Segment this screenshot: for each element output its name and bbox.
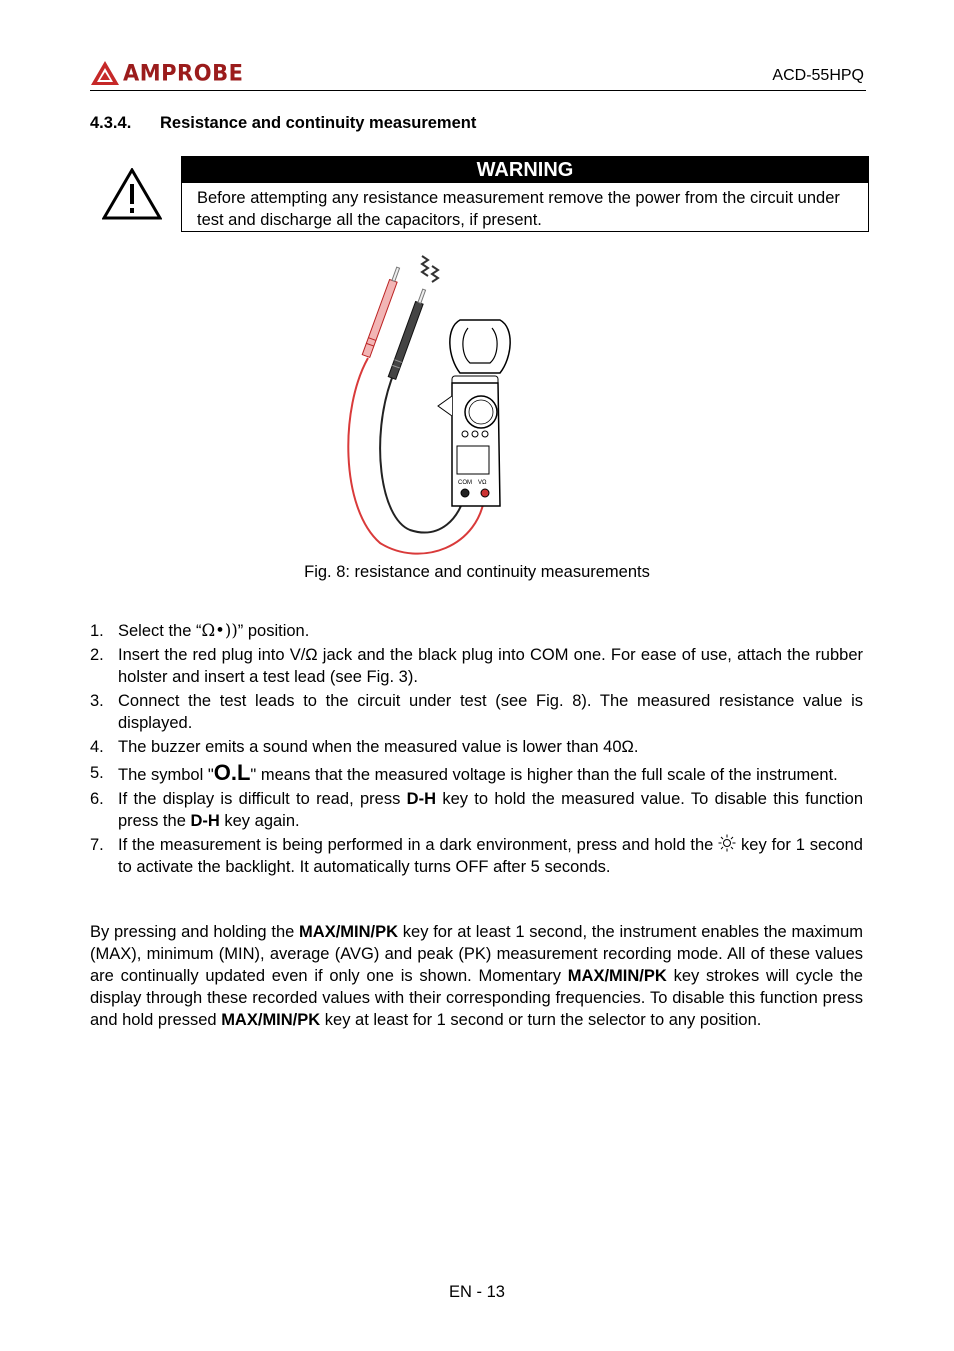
list-item: 7. If the measurement is being performed in a dark environment, press and hold the key for 1 second to activate the backlight. It automatically turns OFF after 5 seconds. [90,836,863,876]
vohm-jack-label: VΩ [478,480,487,486]
page-number: EN - 13 [449,1283,505,1301]
list-item: 5. The symbol "O.L" means that the measured voltage is higher than the full scale of the instrument. [90,760,838,785]
page-header [90,56,866,91]
section-heading [90,114,476,133]
list-item: 4. The buzzer emits a sound when the measured value is lower than 40Ω. [90,738,639,756]
list-item: 6. If the display is difficult to read, press D-H key to hold the measured value. To disable this function press the D-H key again. [90,790,863,830]
backlight-icon [718,834,736,852]
maxminpk-key-label: MAX/MIN/PK [567,967,667,985]
maxmin-paragraph: By pressing and holding the MAX/MIN/PK key for at least 1 second, the instrument enables the maximum (MAX), minimum (MIN), average (AVG) and peak (PK) measurement recording mode. All of these values are continually updated even if only one is shown. Momentary MAX/MIN/PK key strokes will cycle the display through these recorded values with their corresponding frequencies. To disable this function press and hold pressed MAX/MIN/PK key at least for 1 second or turn the selector to any position. [90,923,863,1029]
brand-name: AMPROBE [123,60,244,86]
amprobe-logo-icon [90,60,120,86]
warning-heading: WARNING [182,157,868,183]
overload-symbol: O.L [213,760,251,785]
list-item: 2. Insert the red plug into V/Ω jack and the black plug into COM one. For ease of use, attach the rubber holster and insert a test lead (see Fig. 3). [90,646,863,686]
dh-key-label: D-H [406,790,436,808]
resistance-continuity-symbol: Ω•)) [201,621,238,640]
instruction-list [90,620,863,880]
warning-text: Before attempting any resistance measurement remove the power from the circuit under test and discharge all the capacitors, if present. [197,189,840,229]
warning-triangle-icon [102,168,162,220]
section-number: 4.3.4. [90,114,132,132]
red-probe [362,266,402,357]
model-number: ACD-55HPQ [772,67,864,84]
section-title: Resistance and continuity measurement [160,114,477,132]
list-item: 1. Select the “Ω•))” position. [90,621,310,640]
list-item: 3. Connect the test leads to the circuit under test (see Fig. 8). The measured resistance value is displayed. [90,692,863,732]
com-jack [461,489,469,497]
clamp-meter-illustration [340,248,540,556]
maxminpk-key-label: MAX/MIN/PK [221,1011,321,1029]
black-probe [388,288,428,379]
com-jack-label: COM [458,480,472,486]
warning-box [181,156,869,232]
clamp-meter-body [438,320,510,506]
figure-caption: Fig. 8: resistance and continuity measurements [304,563,650,581]
maxminpk-key-label: MAX/MIN/PK [299,923,399,941]
vohm-jack [481,489,489,497]
dh-key-label: D-H [190,812,220,830]
amprobe-logo [90,60,243,86]
